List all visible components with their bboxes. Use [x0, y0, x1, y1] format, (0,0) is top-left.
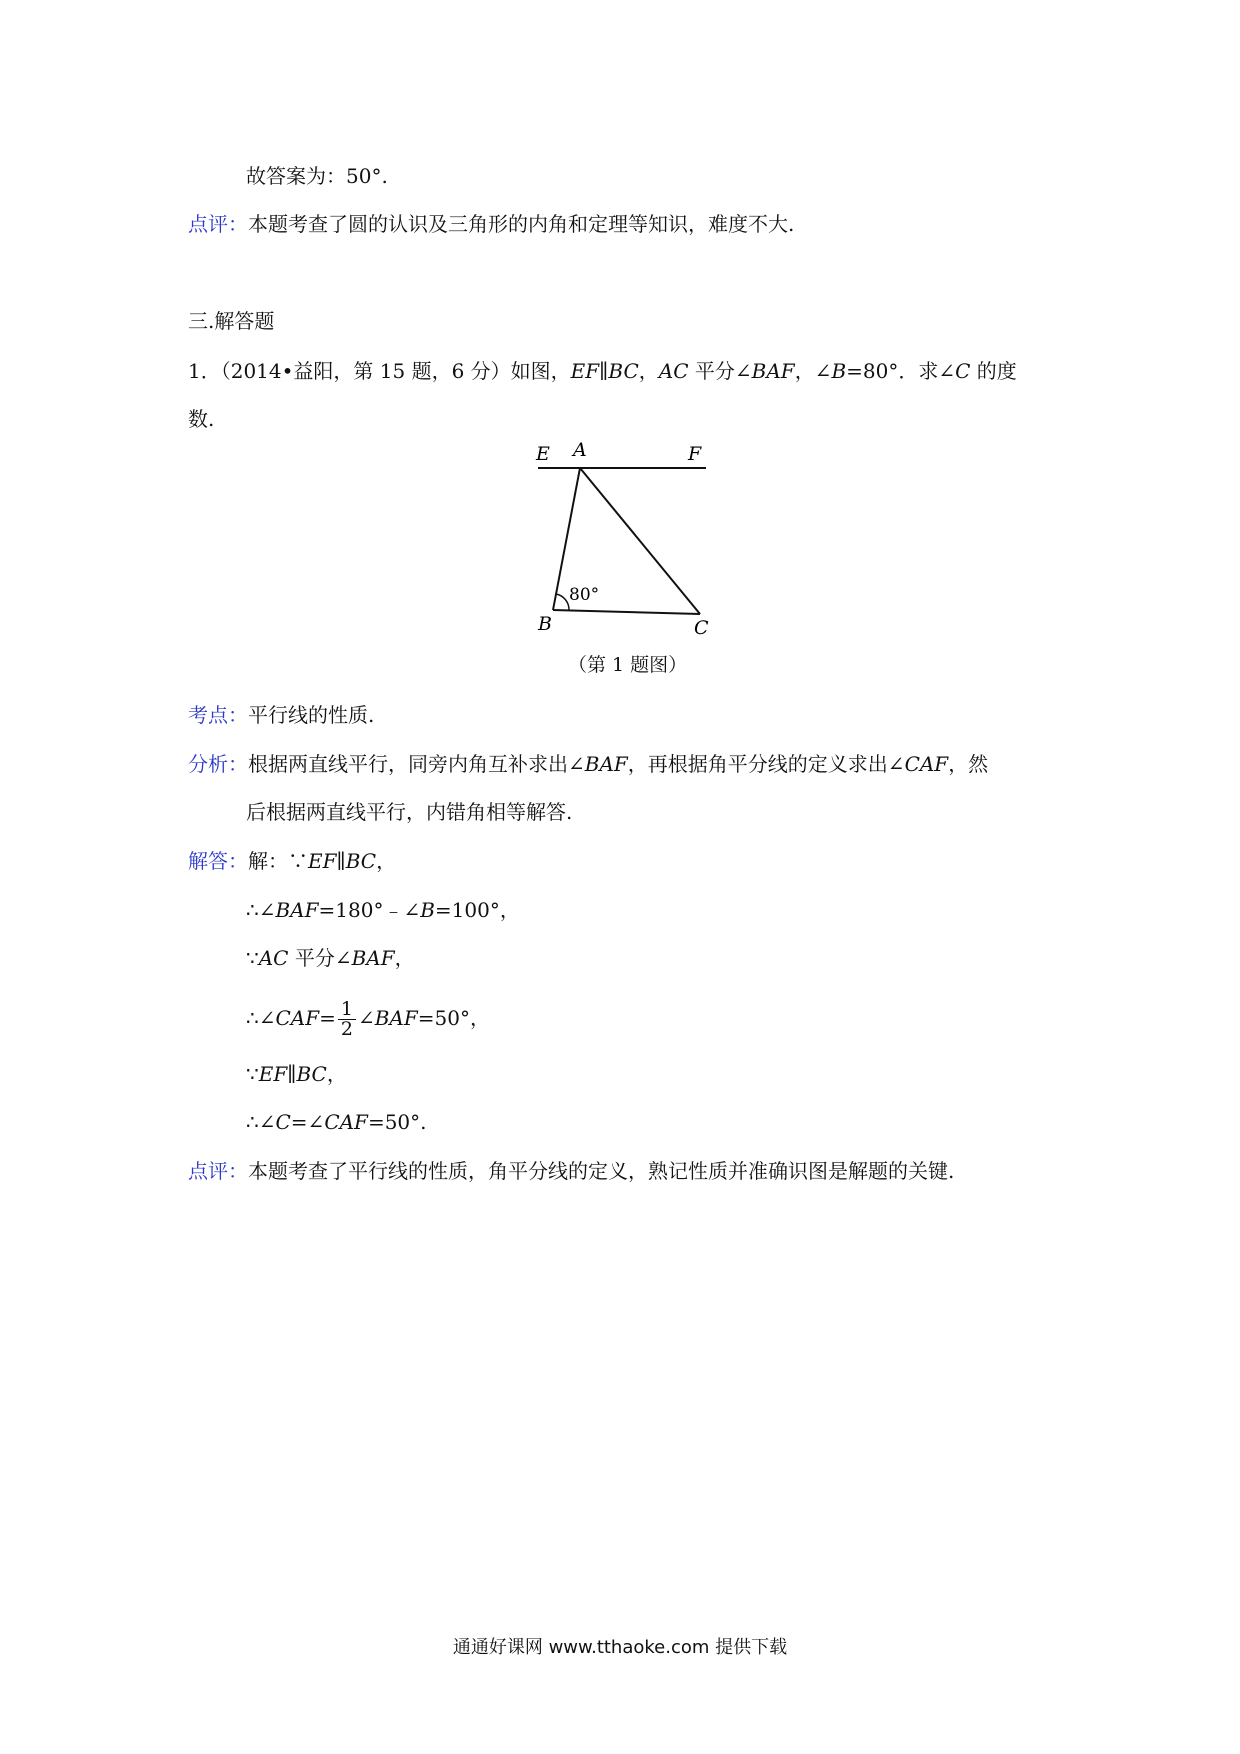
fenxi-v2: CAF	[904, 752, 949, 776]
j6-d: CAF	[324, 1110, 368, 1134]
jieda-line-4	[246, 992, 490, 1044]
j4-c: =	[319, 1006, 336, 1030]
j2-b: BAF	[275, 898, 319, 922]
j6-e: =50°.	[367, 1110, 427, 1134]
fenxi-line-2: 后根据两直线平行，内错角相等解答.	[246, 800, 573, 824]
label-c: C	[694, 617, 709, 639]
j6-a: ∴∠	[246, 1110, 276, 1134]
j6-b: C	[275, 1110, 291, 1134]
label-f: F	[688, 443, 702, 465]
j4-e: BAF	[374, 1006, 418, 1030]
j1-d: BC	[345, 849, 377, 873]
j1-b: EF	[308, 849, 337, 873]
j2-c: =180°﹣∠	[318, 898, 421, 922]
j2-a: ∴∠	[246, 898, 276, 922]
kaodian-text: 平行线的性质.	[248, 703, 375, 727]
previous-answer: 故答案为：50°.	[246, 164, 388, 188]
q-b: B	[831, 359, 847, 383]
fenxi-v1: BAF	[584, 752, 628, 776]
q-bisect: 平分∠	[688, 359, 752, 383]
q-given: =80°．求∠	[846, 359, 956, 383]
kaodian-line	[188, 701, 374, 729]
q-sep: ，	[638, 359, 659, 383]
label-a: A	[573, 439, 587, 461]
j5-e: ，	[326, 1062, 347, 1086]
j1-c: ∥	[336, 849, 346, 873]
fraction-denominator: 2	[340, 1018, 353, 1040]
q-sep2: ，∠	[794, 359, 832, 383]
final-comment-text: 本题考查了平行线的性质，角平分线的定义，熟记性质并准确识图是解题的关键.	[248, 1159, 955, 1183]
j5-d: BC	[296, 1062, 327, 1086]
q-parallel: ∥	[599, 359, 609, 383]
q-baf: BAF	[751, 359, 795, 383]
q-ac: AC	[658, 359, 689, 383]
fenxi-t2: ，再根据角平分线的定义求出∠	[627, 752, 905, 776]
fenxi-t1: 根据两直线平行，同旁内角互补求出∠	[248, 752, 585, 776]
j3-b: AC	[258, 946, 289, 970]
q-bc: BC	[608, 359, 639, 383]
fraction-one-half	[338, 1000, 356, 1039]
j6-c: =∠	[290, 1110, 325, 1134]
angle-b-arc	[556, 594, 569, 610]
j5-c: ∥	[287, 1062, 297, 1086]
jieda-label: 解答：	[188, 849, 248, 873]
question-line-2: 数.	[188, 407, 215, 431]
comment-label: 点评：	[188, 212, 248, 236]
j3-c: 平分∠	[288, 946, 352, 970]
jieda-line-5	[246, 1060, 347, 1088]
label-b: B	[538, 613, 552, 635]
previous-comment	[188, 210, 794, 238]
jieda-line-3	[246, 944, 415, 972]
fenxi-label: 分析：	[188, 752, 248, 776]
final-comment	[188, 1157, 954, 1185]
section-title: 三.解答题	[188, 309, 275, 333]
angle-b-label: 80°	[569, 585, 600, 605]
question-line-1	[188, 357, 1017, 385]
j5-b: EF	[258, 1062, 288, 1086]
j1-e: ，	[376, 849, 397, 873]
q-tail: 的度	[970, 359, 1017, 383]
fenxi-t3: ，然	[948, 752, 989, 776]
question-prefix: 1．（2014•益阳，第 15 题，6 分）如图，	[188, 359, 571, 383]
q-ef: EF	[570, 359, 600, 383]
j3-d: BAF	[351, 946, 395, 970]
j4-d: ∠	[357, 1006, 375, 1030]
final-comment-label: 点评：	[188, 1159, 248, 1183]
j4-a: ∴∠	[246, 1006, 276, 1030]
comment-text: 本题考查了圆的认识及三角形的内角和定理等知识，难度不大.	[248, 212, 795, 236]
label-e: E	[536, 443, 550, 465]
j4-f: =50°，	[417, 1006, 490, 1030]
kaodian-label: 考点：	[188, 703, 248, 727]
jieda-line-1	[188, 847, 396, 875]
fenxi-line-1	[188, 750, 988, 778]
segment-bc	[553, 610, 700, 614]
j2-e: =100°，	[434, 898, 520, 922]
j4-b: CAF	[275, 1006, 320, 1030]
j1-a: 解：∵	[248, 849, 308, 873]
j2-d: B	[420, 898, 435, 922]
jieda-line-6	[246, 1108, 427, 1136]
j3-a: ∵	[246, 946, 259, 970]
q-c: C	[955, 359, 971, 383]
geometry-figure	[528, 438, 728, 648]
figure-caption: （第 1 题图）	[568, 654, 688, 676]
j3-e: ，	[394, 946, 415, 970]
jieda-line-2	[246, 896, 520, 924]
page-footer: 通通好课网 www.tthaoke.com 提供下载	[452, 1637, 788, 1658]
fraction-numerator: 1	[338, 1000, 356, 1020]
j5-a: ∵	[246, 1062, 259, 1086]
